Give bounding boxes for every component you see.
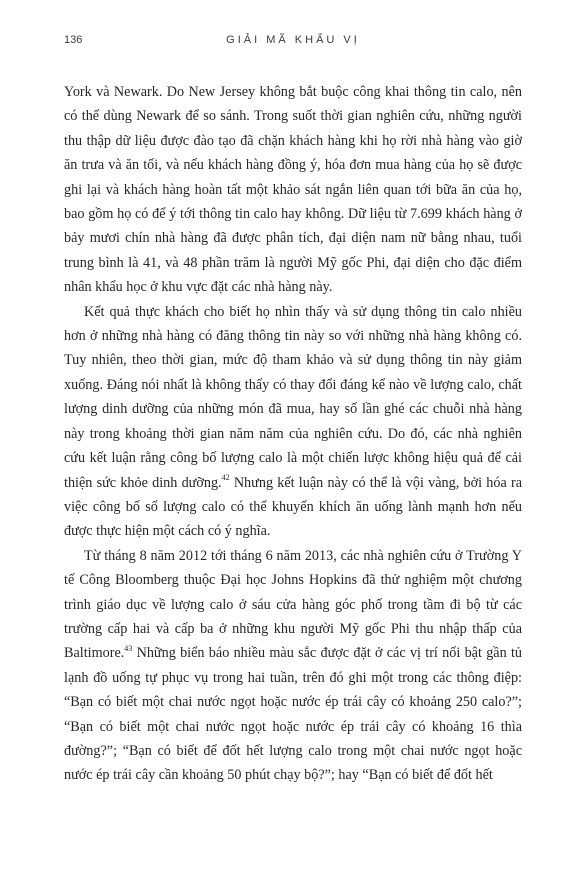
paragraph-2-text-cont: Nhưng kết luận này có thể là vội vàng, bởi hóa ra việc công bố số lượng calo có thể khuyến khích ăn uống lành mạnh hơn nếu được thực hiện một cách có ý nghĩa.: [64, 474, 522, 540]
paragraph-1: York và Newark. Do New Jersey không bắt buộc công khai thông tin calo, nên có thể dùng Newark để so sánh. Trong suốt thời gian nghiên cứu, những người thu thập dữ liệu được đào tạo đã chặn khách hàng khi họ rời nhà hàng vào giờ ăn trưa và ăn tối, và nếu khách hàng đồng ý, hóa đơn mua hàng của họ sẽ được ghi lại và khách hàng hoàn tất một khảo sát ngắn liên quan tới bữa ăn của họ, bao gồm họ có để ý tới thông tin calo hay không. Dữ liệu từ 7.699 khách hàng ở bảy mươi chín nhà hàng đã được phân tích, đại diện nam nữ bằng nhau, tuổi trung bình là 41, và 48 phần trăm là người Mỹ gốc Phi, đại diện cho đặc điểm nhân khẩu học ở khu vực đặt các nhà hàng này.: [64, 84, 522, 296]
running-title: GIẢI MÃ KHẨU VỊ: [226, 34, 360, 46]
footnote-ref-43[interactable]: 43: [124, 643, 133, 653]
footnote-ref-42[interactable]: 42: [221, 472, 230, 482]
paragraph-3: [64, 544, 522, 788]
page-number: 136: [64, 34, 83, 46]
body-text: [64, 80, 522, 788]
paragraph-3-text-cont: Những biển báo nhiều màu sắc được đặt ở các vị trí nổi bật gần tủ lạnh đồ uống tự phục vụ trong hai tuần, trên đó ghi một trong các thông điệp: “Bạn có biết một chai nước ngọt hoặc nước ép trái cây có khoảng 250 calo?”; “Bạn có biết một chai nước ngọt hoặc nước ép trái cây có khoảng 16 thìa đường?”; “Bạn có biết để đốt hết lượng calo trong một chai nước ngọt hoặc nước ép trái cây cần khoảng 50 phút chạy bộ?”; hay “Bạn có biết để đốt hết: [64, 645, 522, 784]
paragraph-2: [64, 300, 522, 544]
paragraph-3-text: Từ tháng 8 năm 2012 tới tháng 6 năm 2013, các nhà nghiên cứu ở Trường Y tế Công Bloomberg thuộc Đại học Johns Hopkins đã thử nghiệm một chương trình giáo dục về lượng calo ở sáu cửa hàng góc phố trong tầm đi bộ từ các trường cấp hai và cấp ba ở những khu người Mỹ gốc Phi thu nhập thấp của Baltimore.: [64, 547, 522, 662]
paragraph-2-text: Kết quả thực khách cho biết họ nhìn thấy và sử dụng thông tin calo nhiều hơn ở những nhà hàng có đăng thông tin này so với những nhà hàng không có. Tuy nhiên, theo thời gian, mức độ tham khảo và sử dụng thông tin này giảm xuống. Đáng nói nhất là không thấy có thay đổi đáng kể nào về lượng calo, chất lượng dinh dưỡng của những món đã mua, hay số lần ghé các chuỗi nhà hàng này trong khoảng thời gian năm năm của nghiên cứu. Do đó, các nhà nghiên cứu kết luận rằng công bố lượng calo là một chiến lược không hiệu quả để cải thiện sức khỏe dinh dưỡng.: [64, 303, 522, 491]
page-header: [64, 34, 522, 50]
